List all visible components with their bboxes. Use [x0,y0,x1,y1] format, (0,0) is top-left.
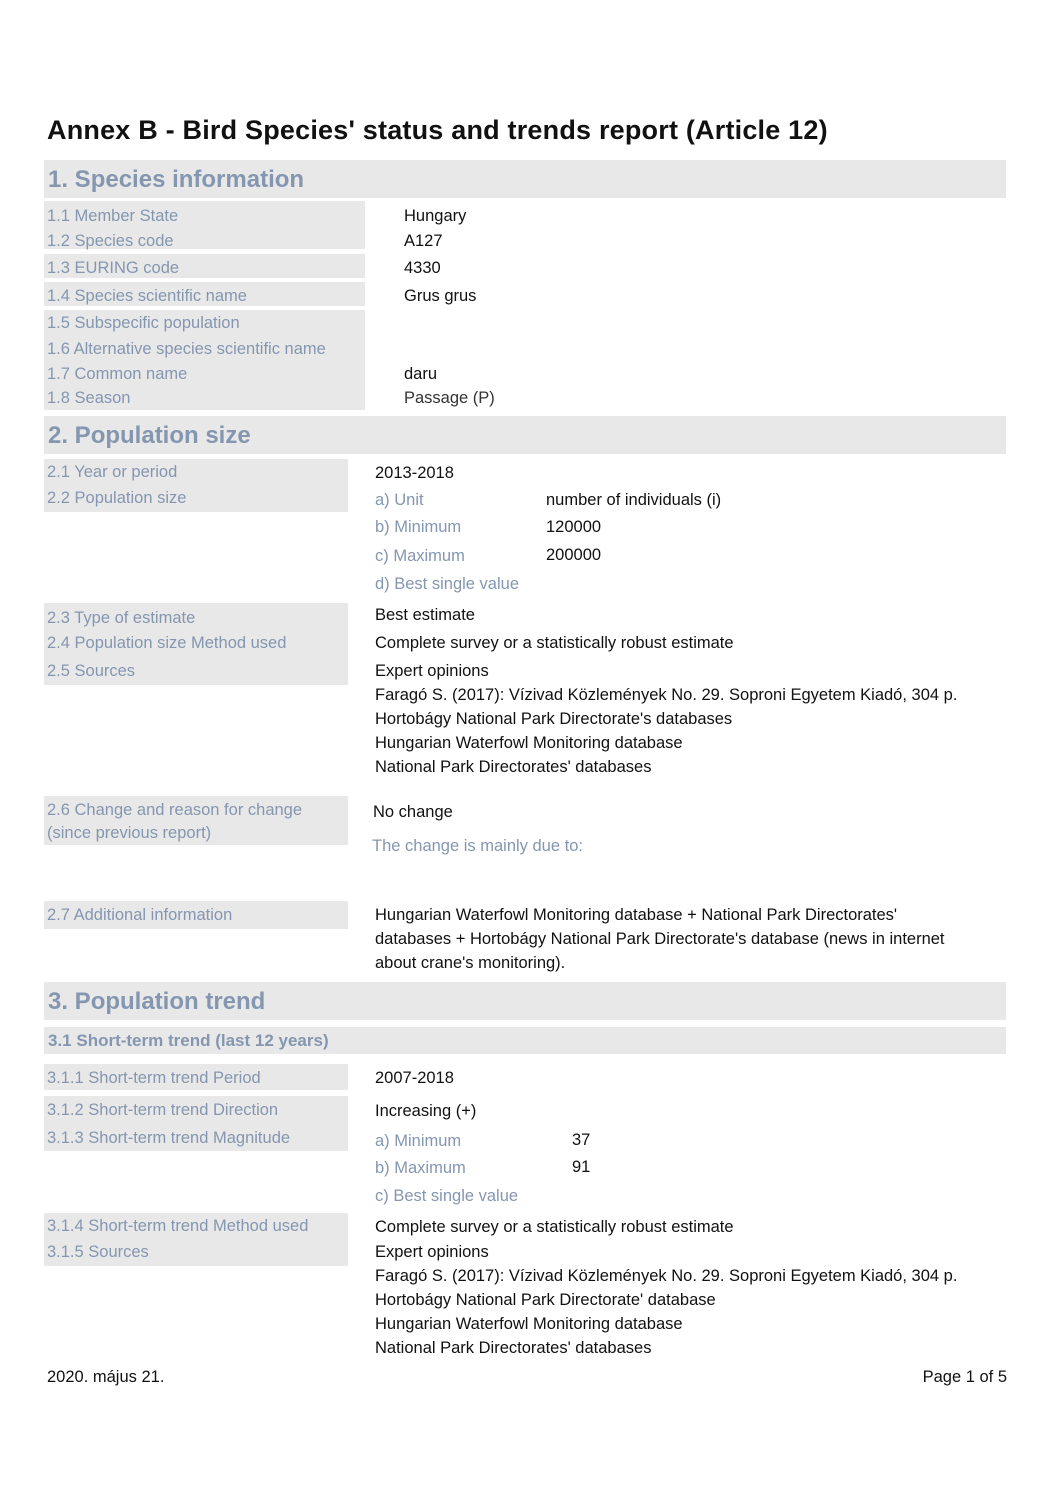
section-heading: 3. Population trend [48,988,266,1015]
source-item: Hungarian Waterfowl Monitoring database [375,734,683,752]
minimum-label: b) Minimum [375,518,462,536]
change-label-line2: (since previous report) [47,824,212,842]
common-name-label: 1.7 Common name [47,365,188,383]
trend-magnitude-label: 3.1.3 Short-term trend Magnitude [47,1129,291,1147]
footer-page-number: Page 1 of 5 [922,1368,1007,1386]
additional-info-label: 2.7 Additional information [47,906,233,924]
type-of-estimate-value: Best estimate [375,606,475,624]
source-item: Hortobágy National Park Directorate' database [375,1291,716,1309]
trend-direction-value: Increasing (+) [375,1102,477,1120]
euring-code-value: 4330 [404,259,441,277]
additional-info-line: Hungarian Waterfowl Monitoring database + National Park Directorates' [375,906,898,924]
season-label: 1.8 Season [47,389,131,407]
page-title: Annex B - Bird Species' status and trends report (Article 12) [47,115,828,145]
source-item: Hortobágy National Park Directorate's databases [375,710,733,728]
common-name-value: daru [404,365,438,383]
scientific-name-label: 1.4 Species scientific name [47,287,247,305]
trend-period-value: 2007-2018 [375,1069,454,1087]
year-period-value: 2013-2018 [375,464,454,482]
best-single-value-label: d) Best single value [375,575,519,593]
unit-value: number of individuals (i) [546,491,722,509]
euring-code-label: 1.3 EURING code [47,259,180,277]
source-item: Hungarian Waterfowl Monitoring database [375,1315,683,1333]
trend-maximum-value: 91 [572,1158,591,1176]
maximum-label: c) Maximum [375,547,465,565]
trend-sources-list [375,1240,957,1360]
sources-list [375,659,957,779]
type-of-estimate-label: 2.3 Type of estimate [47,609,196,627]
source-item: Faragó S. (2017): Vízivad Közlemények No. 29. Soproni Egyetem Kiadó, 304 p. [375,686,958,704]
maximum-value: 200000 [546,546,602,564]
change-reason-label: The change is mainly due to: [372,837,583,855]
trend-period-label: 3.1.1 Short-term trend Period [47,1069,261,1087]
source-item: National Park Directorates' databases [375,1339,652,1357]
source-item: National Park Directorates' databases [375,758,652,776]
member-state-label: 1.1 Member State [47,207,179,225]
section-heading: 1. Species information [48,166,305,193]
additional-info-line: about crane's monitoring). [375,954,566,972]
section-population-trend [44,982,1006,1020]
species-code-label: 1.2 Species code [47,232,174,250]
minimum-value: 120000 [546,518,602,536]
population-size-label: 2.2 Population size [47,489,187,507]
trend-method-value: Complete survey or a statistically robust estimate [375,1218,734,1236]
alternative-name-label: 1.6 Alternative species scientific name [47,340,326,358]
subsection-short-term-trend [44,1027,1006,1054]
trend-best-single-value-label: c) Best single value [375,1187,519,1205]
trend-method-label: 3.1.4 Short-term trend Method used [47,1217,309,1235]
trend-sources-label: 3.1.5 Sources [47,1243,149,1261]
source-item: Expert opinions [375,1243,489,1261]
change-value: No change [373,803,453,821]
section-heading: 2. Population size [48,422,251,449]
season-value: Passage (P) [404,389,495,407]
trend-direction-label: 3.1.2 Short-term trend Direction [47,1101,279,1119]
section-species-information [44,160,1006,198]
sources-label: 2.5 Sources [47,662,136,680]
unit-label: a) Unit [375,491,424,509]
member-state-value: Hungary [404,207,467,225]
source-item: Faragó S. (2017): Vízivad Közlemények No. 29. Soproni Egyetem Kiadó, 304 p. [375,1267,958,1285]
footer-date: 2020. május 21. [47,1368,165,1386]
species-code-value: A127 [404,232,443,250]
subspecific-population-label: 1.5 Subspecific population [47,314,240,332]
scientific-name-value: Grus grus [404,287,477,305]
subsection-heading: 3.1 Short-term trend (last 12 years) [48,1031,329,1050]
section-population-size [44,416,1006,454]
change-label-line1: 2.6 Change and reason for change [47,801,303,819]
source-item: Expert opinions [375,662,489,680]
trend-minimum-value: 37 [572,1131,591,1149]
method-used-label: 2.4 Population size Method used [47,634,287,652]
additional-info-text [375,903,945,975]
trend-maximum-label: b) Maximum [375,1159,466,1177]
additional-info-line: databases + Hortobágy National Park Directorate's database (news in internet [375,930,945,948]
method-used-value: Complete survey or a statistically robust estimate [375,634,734,652]
trend-minimum-label: a) Minimum [375,1132,462,1150]
year-period-label: 2.1 Year or period [47,463,178,481]
